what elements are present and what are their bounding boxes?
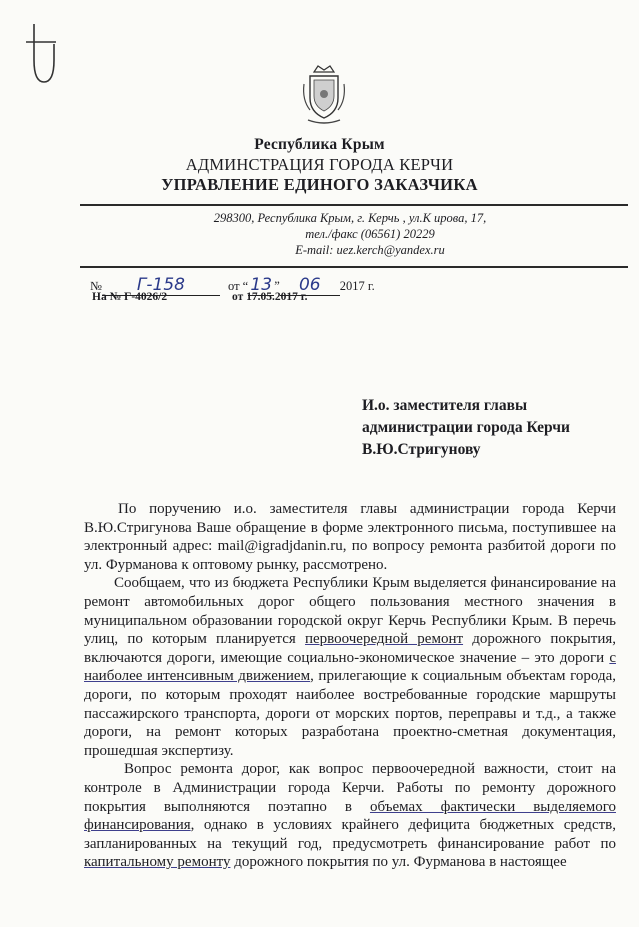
- reference-number: [92, 291, 167, 303]
- underlined-actual-funding: объемах фактически выделяемого финансирования: [84, 798, 616, 834]
- paragraph-3-text-a: Вопрос ремонта дорог, как вопрос первоочередной важности, стоит на контроле в Администрации города Керчи. Работы по ремонту дорожного покрытия выполняются поэтапно в: [84, 761, 616, 815]
- email-line: E-mail: uez.kerch@yandex.ru: [295, 243, 445, 257]
- outgoing-number-value: Г-158: [136, 275, 185, 295]
- underlined-capital-repair: капитальному ремонту: [84, 854, 231, 871]
- header-divider-bottom: [80, 266, 628, 268]
- addressee-block: [362, 395, 570, 461]
- reference-number-value: Г-4026/2: [124, 291, 168, 303]
- paragraph-3: [84, 760, 616, 872]
- letter-body: [84, 500, 616, 872]
- paragraph-2-text-c: , прилегающие к социальным объектам города, дороги, по которым проходят наиболее востребованные городские маршруты пассажирского транспорта, дороги от морских портов, переправы и т.д., а также дороги, на ремонт которых разработана проектно-сметная документация, прошедшая экспертизу.: [84, 668, 616, 759]
- phone-fax-line: тел./факс (06561) 20229: [305, 227, 435, 241]
- paragraph-3-text-c: дорожного покрытия по ул. Фурманова в настоящее: [230, 854, 567, 871]
- addressee-name: В.Ю.Стригунову: [362, 441, 481, 458]
- address-line: 298300, Республика Крым, г. Керчь , ул.К ирова, 17,: [213, 211, 487, 225]
- underlined-intensive-traffic: с наиболее интенсивным движением: [84, 649, 616, 685]
- handwritten-resolution-mark-icon: [22, 20, 62, 92]
- date-quote: ”: [274, 279, 280, 293]
- header-administration: АДМИНСТРАЦИЯ ГОРОДА КЕРЧИ: [185, 155, 454, 174]
- date-day: 13: [250, 275, 273, 295]
- reference-date: от 17.05.2017 г.: [232, 291, 308, 303]
- paragraph-1: [84, 500, 616, 574]
- paragraph-2: [84, 574, 616, 760]
- addressee-organization: администрации города Керчи: [362, 419, 570, 436]
- paragraph-1-text: По поручению и.о. заместителя главы администрации города Керчи В.Ю.Стригунова Ваше обращение в форме электронного письма, поступившее на электронный адрес: mail@igradjdanin.ru, по вопросу ремонта разбитой дороги по ул. Фурманова к оптовому рынку, рассмотрено.: [84, 501, 616, 573]
- paragraph-2-text-b: дорожного покрытия, включаются дороги, имеющие социально-экономическое значение – это дороги: [84, 631, 616, 666]
- number-prefix: №: [90, 279, 102, 293]
- addressee-position: И.о. заместителя главы: [362, 397, 528, 414]
- underlined-priority-repair: первоочередной ремонт: [304, 631, 464, 648]
- coat-of-arms-emblem: [300, 64, 348, 124]
- header-republic: Республика Крым: [254, 136, 385, 153]
- header-divider-top: [80, 204, 628, 206]
- date-year: 2017 г.: [339, 279, 375, 293]
- date-prefix: от “: [228, 279, 249, 293]
- reference-prefix: На №: [92, 291, 122, 303]
- paragraph-3-text-b: , однако в условиях крайнего дефицита бюджетных средств, запланированных на текущий год, предусмотреть финансирование работ по: [84, 817, 616, 852]
- header-department: УПРАВЛЕНИЕ ЕДИНОГО ЗАКАЗЧИКА: [161, 175, 478, 194]
- paragraph-2-text-a: Сообщаем, что из бюджета Республики Крым выделяется финансирование на ремонт автомобильных дорог общего пользования местного значения в муниципальном образовании городской округ Керчь Республики Крым. В перечь улиц, по которым планируется: [84, 575, 616, 648]
- date-month: 06: [298, 275, 321, 295]
